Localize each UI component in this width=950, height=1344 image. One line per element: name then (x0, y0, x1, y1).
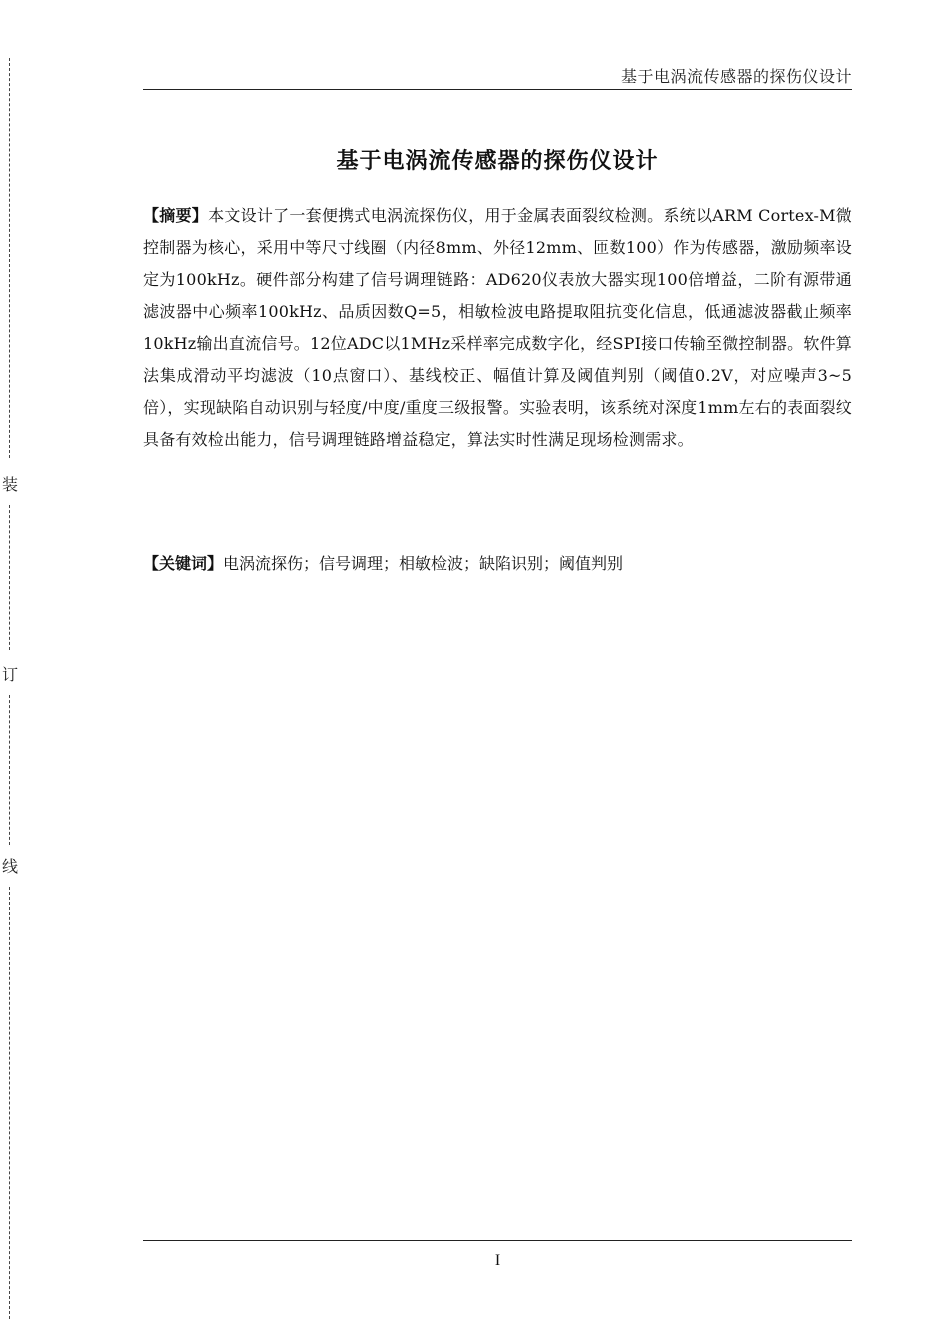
binding-margin (0, 0, 22, 1344)
binding-dashed-line (9, 505, 10, 650)
abstract-label: 【摘要】 (143, 206, 209, 225)
abstract-text: 本文设计了一套便携式电涡流探伤仪，用于金属表面裂纹检测。系统以ARM Cortex-M微控制器为核心，采用中等尺寸线圈（内径8mm、外径12mm、匝数100）作为传感器，激励频率设定为100kHz。硬件部分构建了信号调理链路：AD620仪表放大器实现100倍增益，二阶有源带通滤波器中心频率100kHz、品质因数Q=5，相敏检波电路提取阻抗变化信息，低通滤波器截止频率10kHz输出直流信号。12位ADC以1MHz采样率完成数字化，经SPI接口传输至微控制器。软件算法集成滑动平均滤波（10点窗口）、基线校正、幅值计算及阈值判别（阈值0.2V，对应噪声3~5倍），实现缺陷自动识别与轻度/中度/重度三级报警。实验表明，该系统对深度1mm左右的表面裂纹具备有效检出能力，信号调理链路增益稳定，算法实时性满足现场检测需求。 (143, 206, 852, 449)
keywords-label: 【关键词】 (143, 554, 224, 573)
footer-rule (143, 1240, 852, 1241)
binding-mark-zhuang: 装 (1, 475, 18, 494)
binding-mark-xian: 线 (1, 857, 18, 876)
page-number: I (494, 1252, 501, 1269)
binding-dashed-line (9, 695, 10, 845)
keywords-text: 电涡流探伤；信号调理；相敏检波；缺陷识别；阈值判别 (223, 554, 624, 573)
abstract-paragraph (143, 200, 852, 456)
keywords-line (143, 548, 852, 580)
header-rule (143, 89, 852, 90)
running-header: 基于电涡流传感器的探伤仪设计 (620, 67, 852, 86)
binding-mark-ding: 订 (1, 665, 18, 684)
binding-dashed-line (9, 887, 10, 1319)
binding-dashed-line (9, 58, 10, 458)
paper-title: 基于电涡流传感器的探伤仪设计 (336, 149, 659, 174)
